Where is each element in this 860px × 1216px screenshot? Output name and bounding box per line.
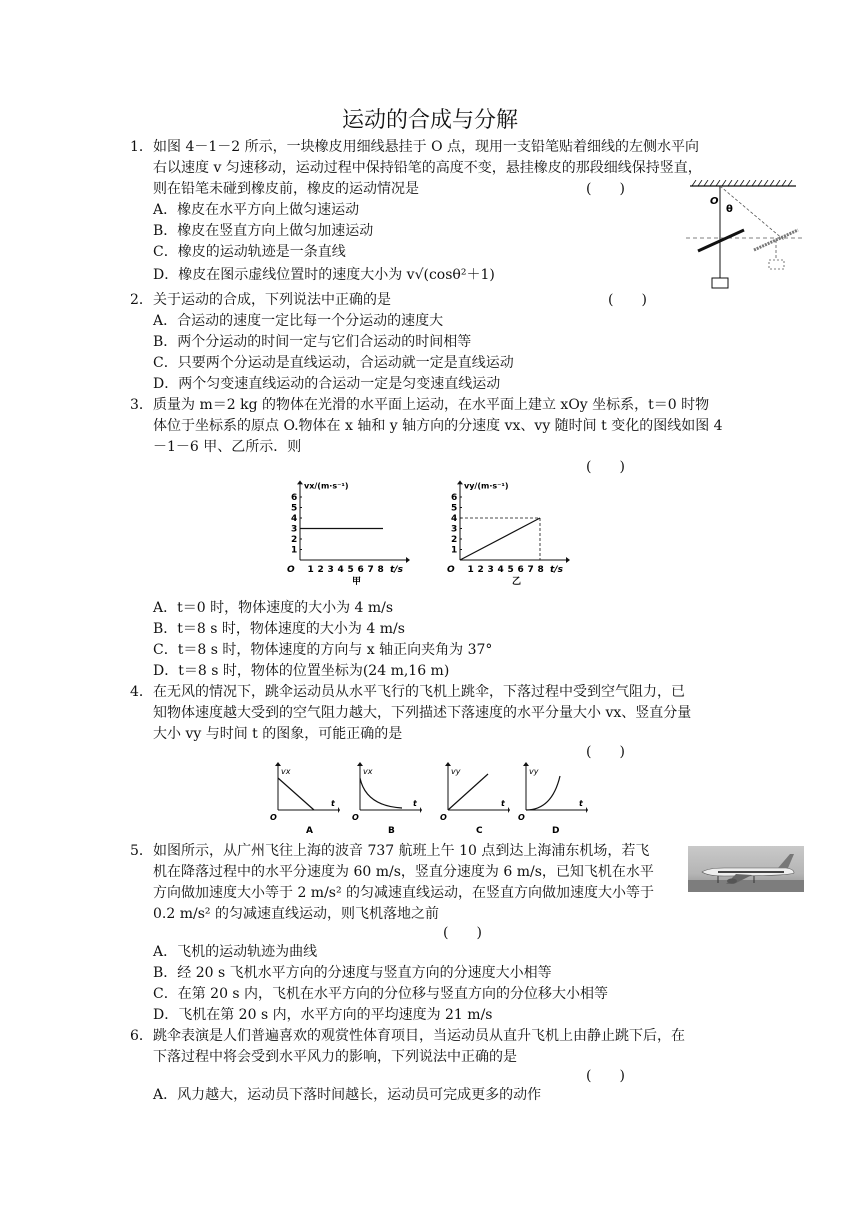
graph-option-c — [438, 762, 510, 836]
svg-text:t: t — [501, 799, 505, 808]
question-number: 1． — [130, 139, 153, 155]
y-axis-label: vy/(m·s⁻¹) — [464, 481, 509, 491]
x-tick-label: 7 — [527, 565, 534, 575]
axis-label: vx — [281, 767, 291, 776]
question-text: 大小 vy 与时间 t 的图象，可能正确的是 — [153, 726, 403, 742]
x-tick-label: 5 — [347, 565, 354, 575]
svg-text:t: t — [413, 799, 417, 808]
y-tick-label: 4 — [291, 514, 298, 524]
x-tick-label: 3 — [327, 565, 334, 575]
question-text: 质量为 m＝2 kg 的物体在光滑的水平面上运动，在水平面上建立 xOy 坐标系，t＝0 时物 — [153, 397, 710, 413]
option-d: D．橡皮在图示虚线位置时的速度大小为 v√(cosθ²＋1) — [153, 267, 495, 283]
question-number: 4． — [130, 684, 153, 700]
x-tick-label: 4 — [497, 565, 504, 575]
y-tick-label: 5 — [291, 503, 298, 514]
axis-label: vx — [363, 767, 373, 776]
x-tick-label: 2 — [317, 565, 324, 575]
y-tick-label: 6 — [291, 493, 298, 503]
option-d: D．飞机在第 20 s 内，水平方向的平均速度为 21 m/s — [153, 1007, 493, 1023]
page-title: 运动的合成与分解 — [341, 108, 518, 133]
question-text: 下落过程中将会受到水平风力的影响，下列说法中正确的是 — [153, 1049, 517, 1065]
x-tick-label: 4 — [337, 565, 344, 575]
option-b: B．t＝8 s 时，物体速度的大小为 4 m/s — [153, 621, 405, 637]
question-text: 跳伞表演是人们普遍喜欢的观赏性体育项目，当运动员从直升飞机上由静止跳下后，在 — [153, 1028, 685, 1044]
graph-letter: D — [552, 826, 560, 836]
x-tick-label: 1 — [467, 565, 474, 575]
question-text: 如图 4－1－2 所示，一块橡皮用细线悬挂于 O 点，现用一支铅笔贴着细线的左侧水平向 — [153, 139, 699, 155]
x-tick-label: 8 — [377, 565, 384, 575]
graph-letter: B — [388, 826, 395, 836]
svg-text:O: O — [270, 813, 277, 822]
pendulum-figure — [684, 180, 806, 292]
x-axis-label: t/s — [390, 565, 403, 575]
airplane-photo — [688, 846, 804, 892]
question-text: 方向做加速度大小等于 2 m/s² 的匀减速直线运动，在竖直方向做加速度大小等于 — [153, 885, 655, 901]
y-tick-label: 4 — [451, 514, 458, 524]
question-text: －1－6 甲、乙所示．则 — [153, 439, 302, 455]
answer-blank: ( ) — [608, 292, 647, 308]
origin-label: O — [447, 565, 455, 575]
question-number: 3． — [130, 397, 153, 413]
origin-label: O — [287, 565, 295, 575]
y-axis-label: vx/(m·s⁻¹) — [304, 481, 349, 491]
y-tick-label: 2 — [451, 535, 458, 545]
series-line — [460, 518, 540, 560]
answer-blank: ( ) — [443, 925, 482, 941]
answer-blank: ( ) — [586, 181, 625, 197]
svg-text:t: t — [579, 799, 583, 808]
option-d: D．t＝8 s 时，物体的位置坐标为(24 m,16 m) — [153, 663, 450, 679]
vx-time-chart — [280, 478, 420, 586]
svg-text:O: O — [352, 813, 359, 822]
question-text: 机在降落过程中的水平分速度为 60 m/s，竖直分速度为 6 m/s，已知飞机在水平 — [153, 864, 654, 880]
option-c: C．只要两个分运动是直线运动，合运动就一定是直线运动 — [153, 355, 514, 371]
y-tick-label: 3 — [291, 524, 298, 535]
svg-text:O: O — [440, 813, 447, 822]
x-tick-label: 1 — [307, 565, 314, 575]
vy-time-chart — [440, 478, 580, 586]
option-c: C．在第 20 s 内，飞机在水平方向的分位移与竖直方向的分位移大小相等 — [153, 986, 609, 1002]
option-a: A．合运动的速度一定比每一个分运动的速度大 — [153, 313, 444, 329]
option-a: A．t＝0 时，物体速度的大小为 4 m/s — [153, 600, 394, 616]
svg-text:t: t — [331, 799, 335, 808]
y-tick-label: 6 — [451, 493, 458, 503]
x-axis-arrow — [566, 557, 570, 563]
option-c: C．橡皮的运动轨迹是一条直线 — [153, 244, 346, 260]
option-a: A．橡皮在水平方向上做匀速运动 — [153, 202, 360, 218]
x-tick-label: 6 — [357, 565, 364, 575]
option-b: B．两个分运动的时间一定与它们合运动的时间相等 — [153, 334, 472, 350]
svg-text:O: O — [518, 813, 525, 822]
x-tick-label: 2 — [477, 565, 484, 575]
question-text: 则在铅笔未碰到橡皮前，橡皮的运动情况是 — [153, 181, 419, 197]
option-d: D．两个匀变速直线运动的合运动一定是匀变速直线运动 — [153, 376, 501, 392]
question-text: 体位于坐标系的原点 O.物体在 x 轴和 y 轴方向的分速度 vx、vy 随时间 t 变化的图线如图 4 — [153, 418, 723, 434]
graph-letter: A — [306, 826, 313, 836]
y-tick-label: 5 — [451, 503, 458, 514]
chart-caption: 甲 — [352, 577, 362, 586]
x-tick-label: 5 — [507, 565, 514, 575]
y-tick-label: 2 — [291, 535, 298, 545]
x-axis-label: t/s — [550, 565, 563, 575]
question-text: 右以速度 v 匀速移动，运动过程中保持铅笔的高度不变，悬挂橡皮的那段细线保持竖直， — [153, 160, 702, 176]
y-tick-label: 3 — [451, 524, 458, 535]
question-text: 关于运动的合成，下列说法中正确的是 — [153, 292, 391, 308]
x-tick-label: 3 — [487, 565, 494, 575]
y-axis-arrow — [297, 480, 303, 484]
question-text: 在无风的情况下，跳伞运动员从水平飞行的飞机上跳伞，下落过程中受到空气阻力，已 — [153, 684, 685, 700]
x-axis-arrow — [406, 557, 410, 563]
x-tick-label: 6 — [517, 565, 524, 575]
y-axis-arrow — [457, 480, 463, 484]
point-o-label: O — [710, 196, 719, 207]
angle-theta-label: θ — [726, 204, 733, 215]
answer-blank: ( ) — [586, 459, 625, 475]
x-tick-label: 8 — [537, 565, 544, 575]
graph-option-d — [516, 762, 588, 836]
graph-letter: C — [476, 826, 483, 836]
question-number: 6． — [130, 1028, 153, 1044]
graph-option-a — [268, 762, 340, 836]
graph-option-b — [350, 762, 422, 836]
question-number: 2． — [130, 292, 153, 308]
y-tick-label: 1 — [451, 545, 458, 556]
question-number: 5． — [130, 843, 153, 859]
question-text: 知物体速度越大受到的空气阻力越大，下列描述下落速度的水平分量大小 vx、竖直分量 — [153, 705, 692, 721]
option-b: B．橡皮在竖直方向上做匀加速运动 — [153, 223, 374, 239]
option-a: A．风力越大，运动员下落时间越长，运动员可完成更多的动作 — [153, 1087, 542, 1103]
option-b: B．经 20 s 飞机水平方向的分速度与竖直方向的分速度大小相等 — [153, 965, 552, 981]
question-text: 如图所示，从广州飞往上海的波音 737 航班上午 10 点到达上海浦东机场，若飞 — [153, 843, 650, 859]
x-tick-label: 7 — [367, 565, 374, 575]
axis-label: vy — [451, 767, 461, 776]
y-tick-label: 1 — [291, 545, 298, 556]
question-text: 0.2 m/s² 的匀减速直线运动，则飞机落地之前 — [153, 906, 439, 922]
option-c: C．t＝8 s 时，物体速度的方向与 x 轴正向夹角为 37° — [153, 642, 493, 658]
axis-label: vy — [529, 767, 539, 776]
chart-caption: 乙 — [512, 577, 522, 586]
answer-blank: ( ) — [586, 744, 625, 760]
answer-blank: ( ) — [586, 1068, 625, 1084]
option-a: A．飞机的运动轨迹为曲线 — [153, 944, 318, 960]
